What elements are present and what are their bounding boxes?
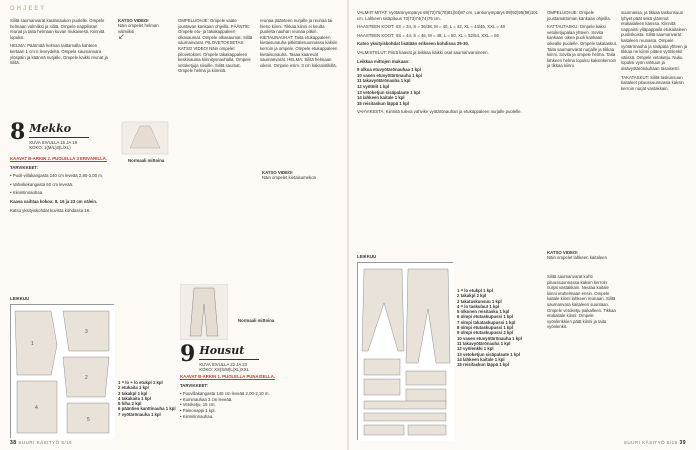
pattern-title <box>29 122 89 150</box>
leikkuu-label: LEIKKUU <box>10 296 30 301</box>
tarvike-item: • Kiinnitinnauhaa. <box>180 413 214 419</box>
left-col-1 <box>10 18 110 69</box>
legend-item: 9 olmpi etutaskupussi 2 kpl <box>457 330 514 336</box>
leikkuu-label: LEIKKUU <box>357 254 377 259</box>
legend-item: 5 olkonen reisitasku 1 kpl <box>457 309 510 315</box>
legend-item: 15 reisitaskun läppä 1 kpl <box>457 362 510 368</box>
legend-item: 2 takakpl 2 kpl <box>457 293 487 299</box>
cutting-diagram-8 <box>10 304 114 438</box>
tarvike-item: • Puuvillakangasta 145 cm leveää 2,00-2,10 m. <box>180 391 270 397</box>
leikkaa-item: 15 reisitaskun läppä 1 kpl <box>357 100 410 106</box>
svg-text:4: 4 <box>35 405 38 411</box>
tarvike-item: • Vetoketju, 15 cm. <box>180 402 216 408</box>
vahvikesta: VAHVIKESTA: Kiinnitä tuleva vahvike vyötärönauhan ja etukappaleen nurjalle puolelle. <box>357 109 522 115</box>
legend-item: 6 olmpi etutaskupussi 1 kpl <box>457 314 514 320</box>
svg-text:2: 2 <box>85 375 88 381</box>
cutting-diagram-9 <box>357 262 453 440</box>
callout-label: KATSO VIDEO! <box>262 170 293 175</box>
leikkaa-item: 10 vasen etuvyötärönauha 1 kpl <box>357 72 422 78</box>
callout-text: Näin ompelet kietaisumekon <box>262 175 316 181</box>
legend-item: 7 olmpi takataskupussi 1 kpl <box>457 319 516 325</box>
video-callout-2[interactable] <box>262 170 332 181</box>
pattern-9-link[interactable]: KAAVAT B-ARKIN 1. PUOLELLA PUNAISELLA. <box>180 374 276 379</box>
pattern-sub2: KOKO: 1(M/L)3(L/XL) <box>29 145 71 150</box>
footer-title: SUURI KÄSITYÖ 5/16 <box>623 440 678 445</box>
pattern-8-heading <box>10 119 89 150</box>
divider <box>29 137 89 138</box>
legend-8 <box>118 380 188 417</box>
pants-illustration <box>180 284 228 340</box>
leikkaa-label: Leikkaa mittojen mukaan: <box>357 58 410 64</box>
legend-item: 1 = lo + lo etukpl 1 kpl <box>118 380 163 385</box>
legend-item: 11 takavyötärönauha 1 kpl <box>457 340 511 346</box>
legend-item: 3 takataskunsuu 1 kpl <box>457 298 502 304</box>
svg-text:5: 5 <box>87 417 90 423</box>
svg-text:3: 3 <box>85 329 88 335</box>
legend-item: 4 = lo taskulaut 1 kpl <box>457 303 500 309</box>
legend-item: 4 takakaita 1 kpl <box>118 395 151 401</box>
tarvike-item: • Painonappi 1 kpl. <box>180 407 216 413</box>
pattern-name: Mekko <box>29 122 72 135</box>
arrow-icon: ↙ <box>118 31 125 41</box>
legend-item: 2 etukaita 1 kpl <box>118 385 149 391</box>
pattern-sub1: KUVA SIVULLA 16 JA 19 <box>29 140 78 145</box>
callout-text: Näin ompelet lahkeen kaitaleen <box>547 255 607 261</box>
legend-item: 10 vasen etuvyötärönauha 1 kpl <box>457 335 522 341</box>
callout-label: KATSO VIDEO! <box>118 18 149 23</box>
pattern-9-heading <box>180 341 259 372</box>
legend-item: 6 pääntien kanttinauha 1 kpl <box>118 406 176 412</box>
valmiit-mitat: VALMIIT MITAT: Vyötärönympärys 69(72)75(78)81(84)87 cm. Lantionympärys 89(92)95(98)101 cm. Lahkeen sisäpituus 73(73)74(74)75 cm. <box>357 10 539 21</box>
tarvikkeet-item-3: • Kiinnitinnauhaa. <box>10 190 44 196</box>
leikkaa-item: 9 olkoa etuvyötärönauhaa 1 kpl <box>357 67 421 73</box>
footer-title: SUURI KÄSITYÖ 5/16 <box>18 440 73 445</box>
legend-item: 13 vetoketjun sisäpalaute 1 kpl <box>457 351 521 357</box>
mitat-line: HAASTEEN KOOT: XS = 44, S = 46, M = 48, L = 50, XL = 52/54, XXL = 56 <box>357 32 499 38</box>
leikkaa-item: 11 takavyötärönauha 1 kpl <box>357 78 411 84</box>
col1-text: Silitä saumanvarat kaulanaukon puolelle. Ompele helmaan valmiiksi ja silitä. Ompele nappilistan reunat ja taita helmaan kuvan mukaisesti. Kiinnitä lopuksi. <box>10 18 105 40</box>
pattern-title <box>199 344 259 372</box>
tarvike-item: • Kuminauhaa 3 cm leveää. <box>180 396 233 402</box>
callout-text: Näin ompelet helman valmiiksi <box>118 23 159 34</box>
legend-item: 1 = lo etukpl 1 kpl <box>457 288 493 293</box>
video-callout-1[interactable] <box>118 18 170 39</box>
page-number: 39 <box>679 440 686 446</box>
col2-text: Silitä saumanvarat kohti pituussuunnassa kaksin kerroin nurjat vastakkain. Neulaa kaitale kiinni etuhelmaan ensin. Ompele kaitale kiinni lahkeen reunaan. Silitä saumanvara kaitaleen suuntaan. Ompele vetoketju paikalleen. Tikkaa etukaitale kiinni. Ompele vyönlenkkien päät kiinni ja taita vyönlenkit. <box>547 274 616 330</box>
tarvikkeet-item-2: • Vahvikekangasta 60 cm leveää. <box>10 181 74 187</box>
tarvikkeet-item-1: • Puoli-villakangasta 140 cm leveää 2,80-3,00 m. <box>10 173 103 179</box>
pattern-8-link[interactable]: KAAVAT B-ARKIN 2. PUOLELLA 3 ERIVÄRILLÄ. <box>10 156 107 161</box>
col3-text: reunaa päänteen nurjalle ja reunaa tai hieno kiinni. Tikkaa kiinni ei keulta puolelta nauhan reunaa pitkin. KIETAUNAUHAT: Taita etukappaleen kietaisunauha pitkittäissuunnassa kaksin kerroin ja ompele. Ompele etukappaleen kietaisunauha. Tasaa kaarevat saumanvarat. HELMA: Silitä helmaan oikein. Ompele esim. 3 cm kaksoistikillä. <box>260 18 338 68</box>
cutting-layout-icon <box>11 305 115 439</box>
leikkaa-head: Katso yksityiskohdat kuvista kohdassa 18. <box>10 207 91 213</box>
tarkista: TAKATASKUT: Silitä taskunsuun kaitaleet pituussuunnassa kaksin kerroin nurjat vastakkain. <box>621 74 684 91</box>
col4-text: suunnassa, ja tikkaa taskunsuun lyhyet päät sekä ylärenut etukaitaleen kanssa. Kiinnitä nappainti ylläpappaila etukaitaleen puoliskoista. Silitä saumanvarat kaitaleen reunasta. Ompele vyötärönauha ja sisäpala yhteen ja tikkaa ne kiinni pitäen vyönlenkit välissä. Ompele vetoketju. Nuku lopuksi vyön rahtuun ja sisävyötärönauhaan tasaisesti. <box>621 10 688 71</box>
pattern-sub1: KUVA SIVULLA 22 JA 23 <box>199 362 248 367</box>
valmistelut: VALMISTELUT: Piirrä kaavat ja leikkaa kaikki osat saumanvaroineen. <box>357 49 489 55</box>
legend-item: 8 olmpi etutaskupussi 1 kpl <box>457 325 514 331</box>
col1-helma: HELMA: Päärmää helman taittamalla kahteen kertaan 1 cm:n leveydeltä. Ompele saumanvara ylöspäin ja käännä nurjalle. Ompele kaikki reunat ja silitä. <box>10 43 108 66</box>
legend-item: 3 takakpl 1 kpl <box>118 390 148 396</box>
legend-item: 12 vyölenkki 1 kpl <box>457 346 494 352</box>
tarvikkeet-head: TARVIKKEET: <box>10 164 39 170</box>
pattern-8-details <box>10 156 120 216</box>
leikkaa-item: 14 lahkeen kaitale 1 kpl <box>357 95 405 101</box>
pants-sketch-icon <box>180 284 228 340</box>
section-tag: OHJEET <box>10 6 47 12</box>
right-col-2b <box>547 274 617 333</box>
pattern-9-details <box>180 374 340 419</box>
callout-label: KATSO VIDEO! <box>547 250 578 255</box>
legend-item: 14 lahkeen kaitale 1 kpl <box>457 356 505 362</box>
normaali-label: Normaali mittoina <box>128 158 165 163</box>
video-callout-3[interactable] <box>547 250 617 261</box>
katso-head: Katso yksityiskohdat lisätään erikseen kohdissa 29-30. <box>357 41 470 47</box>
left-col-3 <box>260 18 340 71</box>
left-footer <box>10 440 72 446</box>
dress-sketch-icon <box>120 118 170 158</box>
left-col-2 <box>178 18 254 77</box>
col3-head: OMPELUOHJE: Ompele joustamattoman kankaan ohjeilla. <box>547 10 611 21</box>
divider <box>199 359 259 360</box>
right-col-2 <box>547 10 617 72</box>
right-col-1 <box>357 10 543 118</box>
legend-item: 7 vyötärönauha 1 kpl <box>118 411 161 417</box>
pattern-name: Housut <box>199 344 245 357</box>
right-col-3 <box>621 10 691 94</box>
pattern-number: 8 <box>10 119 26 145</box>
leikkaa-item: 12 vyötölit 1 kpl <box>357 83 390 89</box>
kaava-head: Kaava vaihtaa kokoa: 8, 16 ja 23 cm välein. <box>10 198 98 204</box>
right-page <box>349 0 696 450</box>
normaali-label-2: Normaali mittoina <box>238 318 275 323</box>
page-number: 38 <box>10 440 17 446</box>
right-footer <box>624 440 686 446</box>
pattern-sub2: KOKO: XS(S/M)L(XL)XXL <box>199 367 249 372</box>
svg-text:1: 1 <box>31 341 34 347</box>
mitat-line: HAASTEEN KOOT: XS = 34, S = 36/38, M = 40, L = 42, XL = 44/46, XXL = 48 <box>357 24 505 30</box>
legend-9 <box>457 288 543 367</box>
sewing-illustration <box>120 118 170 158</box>
left-page <box>0 0 347 450</box>
pattern-number: 9 <box>180 341 196 367</box>
legend-item: 5 hiha 2 kpl <box>118 401 142 407</box>
col3-text: KATTAUTASKU: Ompele kaksi vetoketjupalaa yhteen. Sovita kankaan oikea puoli kankaan oikealle puolelle. Ompele takataskut. Taita saumanvarat nurjalle ja tikkaa kiinni. Sovita ja ompele helma. Taita lahkeen helma lopuksi kaksinkerroin ja tikkaa kiinni. <box>547 24 617 69</box>
leikkaa-item: 13 vetoketjun sisäpalaute 1 kpl <box>357 89 421 95</box>
cutting-layout-icon <box>358 263 454 441</box>
tarvikkeet-head: TARVIKKEET: <box>180 382 209 388</box>
col2-text: OMPELUOHJE: Ompele vaate joustavan kankaan ohjeilla. PÄÄNTIE: Ompele etu- ja takakappaleen olkasaumat. Ompele olkasaumat. Silitä saumanvarat. PILOVETOKSETAS: KATSO VIDEO! Näin ompelet pilovetokset. Ompele takakappaleen keskisauma kiinnitysnauhalla. Ompele vetoketjuja sivuille. Silitä saumat. Ompele helma ja kiinnitä. <box>178 18 253 74</box>
